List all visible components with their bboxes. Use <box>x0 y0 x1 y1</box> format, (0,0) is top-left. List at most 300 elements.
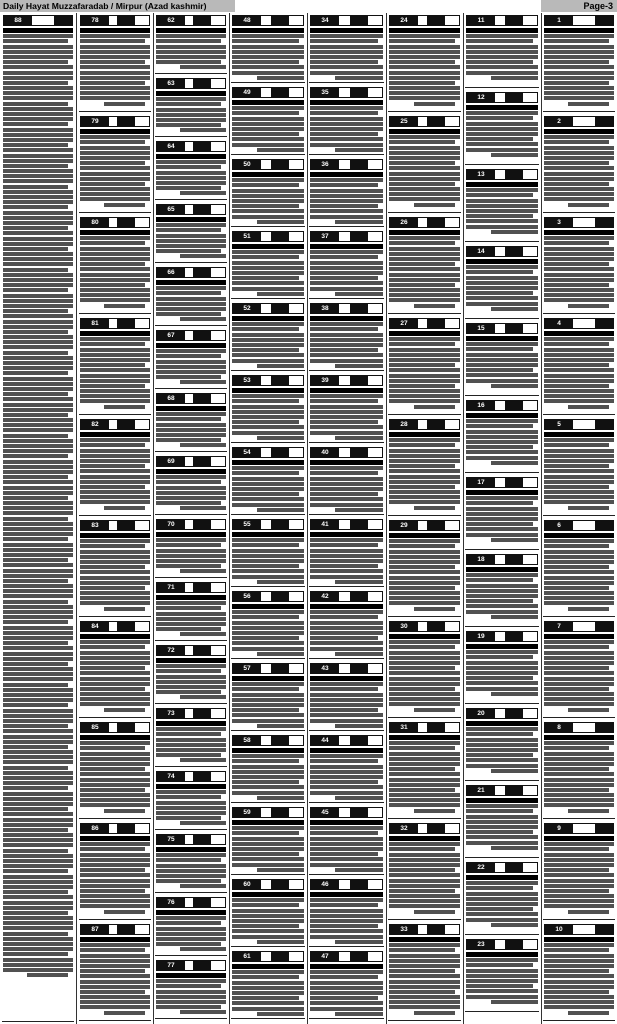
ad-text-line <box>466 815 538 819</box>
ad-text-line <box>156 869 226 873</box>
ad-text-line <box>544 172 614 176</box>
ad-number: 51 <box>233 232 261 241</box>
ad-number-bar <box>156 393 226 404</box>
ad-text-line <box>466 604 538 608</box>
ad-text-line <box>232 682 304 686</box>
ad-text-line <box>156 60 221 64</box>
ad-text-line <box>466 512 538 516</box>
ad-text-line <box>544 374 614 378</box>
ad-text-line <box>466 435 538 439</box>
ad-number-bar <box>466 400 538 411</box>
ad-text-line <box>3 50 73 54</box>
ad-label-tag <box>117 319 135 328</box>
ad-text-line <box>335 868 383 872</box>
classified-ad <box>79 215 151 314</box>
ad-text-line <box>232 460 304 465</box>
ad-text-line <box>310 55 383 59</box>
ad-number-bar <box>466 323 538 334</box>
ad-text-line <box>156 858 221 862</box>
classified-ad <box>79 114 151 213</box>
classified-ad <box>309 877 384 947</box>
ad-text-line <box>156 234 226 238</box>
ad-text-line <box>232 199 304 203</box>
ad-text-line <box>3 428 73 432</box>
ad-text-line <box>80 937 150 942</box>
ad-text-line <box>80 995 150 999</box>
ad-text-line <box>310 693 383 697</box>
ad-label-tag <box>505 247 523 256</box>
ad-text-line <box>389 192 460 196</box>
ad-text-line <box>544 55 614 59</box>
ad-text-line <box>232 991 304 995</box>
ad-text-line <box>544 762 614 766</box>
ad-text-line <box>310 503 383 507</box>
ad-text-line <box>156 549 226 553</box>
ad-number: 11 <box>467 16 495 25</box>
ad-number-bar <box>310 159 383 170</box>
ad-text-line <box>232 477 304 481</box>
classified-ad <box>543 114 615 213</box>
ad-number: 39 <box>311 376 339 385</box>
ad-number-bar <box>80 924 150 935</box>
ad-text-line <box>232 34 304 38</box>
ad-text-line <box>389 702 460 706</box>
ad-number-bar <box>156 78 226 89</box>
ad-text-line <box>389 363 455 367</box>
ad-text-line <box>389 166 460 170</box>
ad-text-line <box>310 271 383 275</box>
ad-text-line <box>491 307 538 311</box>
ad-text-line <box>491 153 538 157</box>
ad-text-line <box>310 698 383 702</box>
ad-text-line <box>156 543 221 547</box>
ad-text-line <box>232 538 304 542</box>
ad-text-line <box>156 937 226 941</box>
ad-text-line <box>3 958 73 962</box>
ad-label-tag <box>193 268 211 277</box>
ad-number: 12 <box>467 93 495 102</box>
ad-text-line <box>232 503 304 507</box>
ad-text-line <box>544 601 614 605</box>
ad-text-line <box>389 601 460 605</box>
ad-text-line <box>232 626 304 630</box>
ad-text-line <box>232 847 304 851</box>
ad-text-line <box>466 363 538 367</box>
ad-number: 77 <box>157 961 185 970</box>
ad-number-bar <box>310 735 383 746</box>
ad-text-line <box>310 482 383 486</box>
ad-text-line <box>466 259 538 264</box>
ad-text-line <box>3 257 73 261</box>
ad-label-tag <box>271 88 289 97</box>
ad-text-line <box>544 990 609 994</box>
ad-text-line <box>80 842 150 846</box>
ad-number: 87 <box>81 925 109 934</box>
classified-ad <box>231 661 305 731</box>
ad-text-line <box>310 713 383 717</box>
ad-text-line <box>3 377 73 381</box>
ad-text-line <box>310 626 383 630</box>
ad-text-line <box>232 244 304 249</box>
ad-text-line <box>389 262 455 266</box>
ad-text-line <box>466 825 538 829</box>
ad-text-line <box>232 842 304 846</box>
ad-number: 53 <box>233 376 261 385</box>
ad-label-tag <box>193 646 211 655</box>
ad-label-tag <box>271 664 289 673</box>
ad-text-line <box>389 384 455 388</box>
ad-text-line <box>310 338 383 342</box>
ad-text-line <box>414 405 455 409</box>
ad-text-line <box>544 539 614 543</box>
ad-text-line <box>310 826 383 830</box>
ad-text-line <box>466 594 538 598</box>
ad-text-line <box>3 522 73 526</box>
ad-text-line <box>466 918 538 922</box>
ad-text-line <box>80 847 145 851</box>
ad-text-line <box>466 302 538 306</box>
ad-text-line <box>389 449 460 453</box>
ad-text-line <box>466 907 533 911</box>
ad-text-line <box>80 889 145 893</box>
ad-number-bar <box>466 246 538 257</box>
ad-number-bar <box>466 15 538 26</box>
ad-text-line <box>544 230 614 235</box>
ad-text-line <box>3 76 73 80</box>
ad-number-bar <box>310 879 383 890</box>
ad-text-line <box>310 172 383 177</box>
ad-text-line <box>232 708 299 712</box>
ad-label-tag <box>595 319 613 328</box>
ad-text-line <box>491 769 538 773</box>
ad-text-line <box>156 984 221 988</box>
ad-number: 61 <box>233 952 261 961</box>
ad-text-line <box>3 288 68 292</box>
ad-text-line <box>80 697 150 701</box>
ad-text-line <box>156 375 221 379</box>
ad-text-line <box>232 172 304 177</box>
ad-text-line <box>544 454 614 458</box>
ad-text-line <box>80 959 150 963</box>
ad-text-line <box>544 1005 614 1009</box>
ad-text-line <box>232 322 304 326</box>
ad-text-line <box>3 875 73 879</box>
page-number: Page-3 <box>541 0 617 12</box>
ad-text-line <box>466 424 533 428</box>
ad-text-line <box>310 215 383 219</box>
ad-text-line <box>232 425 304 429</box>
ad-text-line <box>544 570 614 574</box>
ad-text-line <box>466 209 538 213</box>
ad-text-line <box>180 947 226 951</box>
ad-text-line <box>335 580 383 584</box>
ad-text-line <box>80 475 150 479</box>
ad-text-line <box>257 148 304 152</box>
ad-number: 18 <box>467 555 495 564</box>
classified-ad <box>79 13 151 112</box>
ad-text-line <box>3 926 73 930</box>
ad-text-line <box>466 687 538 691</box>
ad-text-line <box>389 767 455 771</box>
ad-number-bar <box>156 519 226 530</box>
ad-number: 78 <box>81 16 109 25</box>
ad-text-line <box>80 783 150 787</box>
classified-ad <box>309 733 384 803</box>
ad-text-line <box>3 740 73 744</box>
ad-number: 64 <box>157 142 185 151</box>
ad-text-line <box>232 65 304 69</box>
ad-text-line <box>544 798 614 802</box>
ad-text-line <box>389 399 460 403</box>
ad-text-line <box>232 189 304 193</box>
ad-text-line <box>3 154 73 158</box>
ad-text-line <box>466 517 538 521</box>
classified-ad <box>79 619 151 718</box>
ad-text-line <box>389 135 460 139</box>
ad-text-line <box>466 132 538 136</box>
ad-text-line <box>310 122 383 126</box>
ad-number-bar <box>232 807 304 818</box>
ad-text-line <box>3 937 73 941</box>
ad-text-line <box>104 203 145 207</box>
ad-text-line <box>544 379 614 383</box>
ad-text-line <box>3 771 73 775</box>
ad-number: 80 <box>81 218 109 227</box>
ad-text-line <box>310 569 383 573</box>
ad-text-line <box>335 1012 383 1016</box>
ad-text-line <box>232 127 304 131</box>
ad-text-line <box>232 415 304 419</box>
ad-label-tag <box>117 723 135 732</box>
ad-text-line <box>389 948 455 952</box>
ad-text-line <box>544 96 614 100</box>
ad-text-line <box>80 469 150 473</box>
ad-text-line <box>568 910 609 914</box>
ad-text-line <box>232 820 304 825</box>
ad-number-bar <box>466 92 538 103</box>
ad-label-tag <box>117 521 135 530</box>
classified-ad <box>231 517 305 587</box>
ad-text-line <box>3 755 73 759</box>
ad-number: 85 <box>81 723 109 732</box>
ad-text-line <box>414 607 455 611</box>
ad-text-line <box>3 636 73 640</box>
classified-ad <box>155 454 227 515</box>
ad-text-line <box>80 135 150 139</box>
ad-text-line <box>232 338 304 342</box>
ad-text-line <box>466 188 538 192</box>
ad-text-line <box>3 252 73 256</box>
ad-text-line <box>466 743 538 747</box>
ad-text-line <box>414 506 455 510</box>
ad-text-line <box>3 709 73 713</box>
ad-text-line <box>3 657 73 661</box>
ad-text-line <box>3 45 73 49</box>
ad-text-line <box>544 247 614 251</box>
ad-number-bar <box>80 318 150 329</box>
ad-text-line <box>544 288 614 292</box>
ad-number: 43 <box>311 664 339 673</box>
ad-text-line <box>3 122 68 126</box>
ad-number: 70 <box>157 520 185 529</box>
ad-text-line <box>3 869 68 873</box>
ad-text-line <box>3 916 73 920</box>
ad-text-line <box>80 76 150 80</box>
classified-ad <box>79 821 151 920</box>
ad-text-line <box>3 620 68 624</box>
ad-text-line <box>156 307 226 311</box>
ad-label-tag <box>595 521 613 530</box>
ad-text-line <box>310 394 383 398</box>
ad-number-bar <box>232 375 304 386</box>
ad-text-line <box>3 299 73 303</box>
ad-text-line <box>544 257 614 261</box>
classified-ad <box>543 316 615 415</box>
ad-text-line <box>232 333 304 337</box>
ad-label-tag <box>193 583 211 592</box>
ad-text-line <box>80 45 150 49</box>
ad-text-line <box>466 522 533 526</box>
ad-text-line <box>232 719 304 723</box>
classified-ad <box>388 619 461 718</box>
ad-text-line <box>466 368 533 372</box>
ad-text-line <box>310 852 378 856</box>
ad-text-line <box>3 745 68 749</box>
ad-label-tag <box>350 376 368 385</box>
ad-text-line <box>80 399 150 403</box>
ad-text-line <box>491 1000 538 1004</box>
ad-text-line <box>80 746 145 750</box>
ad-text-line <box>544 348 614 352</box>
ad-text-line <box>3 864 73 868</box>
ad-text-line <box>466 681 538 685</box>
ad-number-bar <box>544 621 614 632</box>
ad-text-line <box>3 672 73 676</box>
ad-number: 23 <box>467 940 495 949</box>
ad-text-line <box>466 445 533 449</box>
ad-text-line <box>156 990 226 994</box>
classified-ad <box>155 895 227 956</box>
ad-text-line <box>466 732 533 736</box>
ad-number: 3 <box>545 218 573 227</box>
ad-number: 73 <box>157 709 185 718</box>
ad-text-line <box>3 968 73 972</box>
ad-text-line <box>3 449 73 453</box>
ad-text-line <box>466 835 538 839</box>
ad-text-line <box>568 102 609 106</box>
ad-text-line <box>310 929 383 933</box>
ad-text-line <box>156 433 226 437</box>
ad-text-line <box>80 293 150 297</box>
ad-text-line <box>80 863 150 867</box>
ad-text-line <box>466 963 533 967</box>
ad-text-line <box>232 316 304 321</box>
ad-text-line <box>544 746 609 750</box>
ad-number-bar <box>544 924 614 935</box>
ad-number-bar <box>544 520 614 531</box>
ad-number: 66 <box>157 268 185 277</box>
ad-text-line <box>389 252 460 256</box>
ad-text-line <box>232 266 304 270</box>
ad-label-tag <box>193 520 211 529</box>
ad-text-line <box>310 615 378 619</box>
ad-text-line <box>232 759 299 763</box>
ad-label-tag <box>595 925 613 934</box>
ad-text-line <box>544 858 614 862</box>
ad-text-line <box>466 748 538 752</box>
ad-text-line <box>180 443 226 447</box>
ad-label-tag <box>505 478 523 487</box>
ad-text-line <box>389 1005 460 1009</box>
ad-text-line <box>466 379 538 383</box>
ad-text-line <box>544 697 614 701</box>
ad-text-line <box>3 361 73 365</box>
ad-text-line <box>466 644 538 649</box>
ad-text-line <box>80 687 145 691</box>
ad-text-line <box>389 591 460 595</box>
classified-ad <box>465 475 539 550</box>
ad-text-line <box>156 428 226 432</box>
ad-text-line <box>80 278 150 282</box>
ad-text-line <box>310 322 383 326</box>
ad-text-line <box>310 471 378 475</box>
ad-number-bar <box>544 15 614 26</box>
ad-text-line <box>310 748 383 753</box>
classified-ad <box>543 619 615 718</box>
ad-text-line <box>3 418 73 422</box>
ad-text-line <box>232 471 299 475</box>
ad-text-line <box>335 364 383 368</box>
ad-number-bar <box>466 631 538 642</box>
ad-text-line <box>310 425 383 429</box>
ad-text-line <box>80 348 150 352</box>
ad-text-line <box>466 578 533 582</box>
ad-text-line <box>156 732 221 736</box>
classified-ad <box>231 373 305 443</box>
ad-text-line <box>156 312 221 316</box>
ad-text-line <box>80 172 150 176</box>
ad-text-line <box>156 927 226 931</box>
ad-text-line <box>232 857 304 861</box>
ad-text-line <box>156 406 226 411</box>
ad-text-line <box>544 358 614 362</box>
ad-text-line <box>310 497 383 501</box>
ad-number: 82 <box>81 420 109 429</box>
classified-ad <box>79 316 151 415</box>
ad-text-line <box>80 560 150 564</box>
ad-text-line <box>389 661 460 665</box>
ad-label-tag <box>193 142 211 151</box>
ad-text-line <box>80 71 150 75</box>
ad-text-line <box>180 695 226 699</box>
ad-text-line <box>389 969 455 973</box>
ad-text-line <box>389 560 460 564</box>
ad-text-line <box>310 281 383 285</box>
ad-text-line <box>80 485 145 489</box>
ad-text-line <box>389 241 455 245</box>
ad-text-line <box>466 881 538 885</box>
ad-text-line <box>544 677 614 681</box>
ad-text-line <box>104 1011 145 1015</box>
ad-number: 63 <box>157 79 185 88</box>
ad-text-line <box>544 293 614 297</box>
ad-text-line <box>310 353 383 357</box>
ad-text-line <box>389 96 460 100</box>
ad-text-line <box>544 656 614 660</box>
ad-text-line <box>3 226 68 230</box>
ad-text-line <box>310 775 383 779</box>
ad-text-line <box>80 677 150 681</box>
